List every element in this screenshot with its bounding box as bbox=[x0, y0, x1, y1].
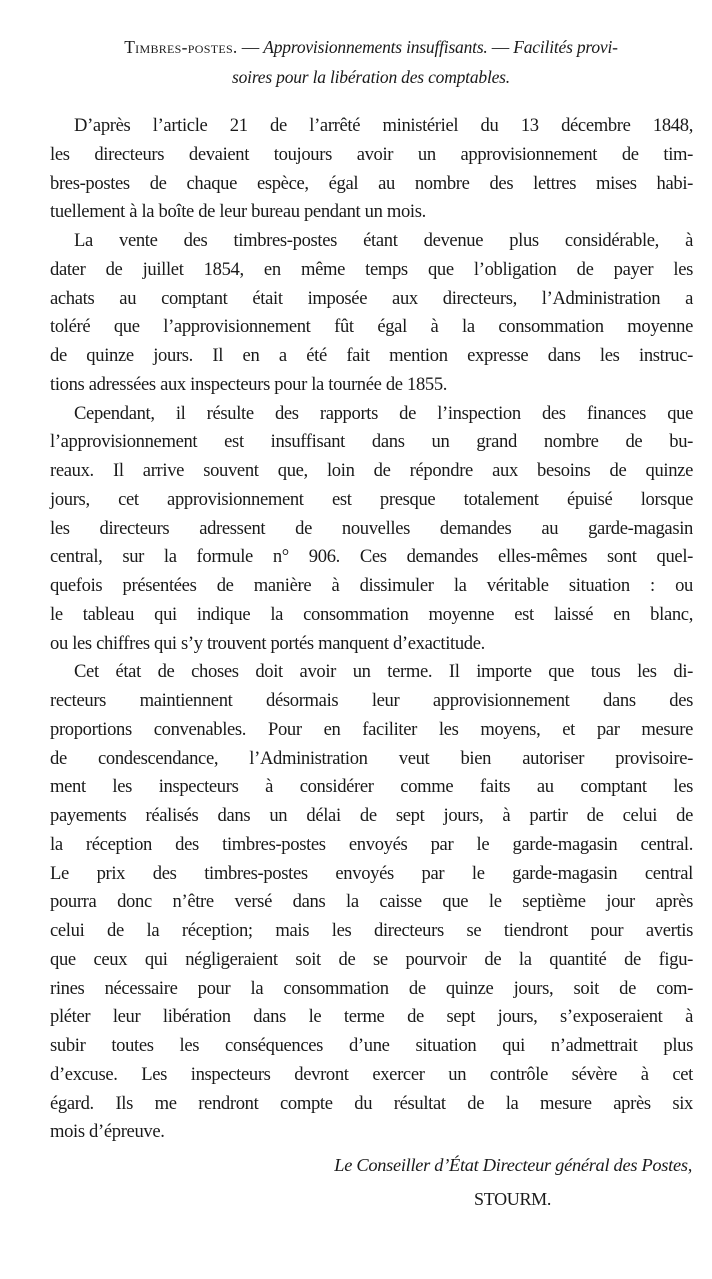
text-line: tuellement à la boîte de leur bureau pendant un mois. bbox=[50, 201, 426, 223]
text-line: pourra donc n’être versé dans la caisse que le septième jour après bbox=[50, 891, 693, 913]
text-line: Le prix des timbres-postes envoyés par le garde-magasin central bbox=[50, 862, 693, 884]
heading-subtopic-continued: soires pour la libération des comptables. bbox=[232, 67, 510, 87]
heading-subtopic: Facilités provi- bbox=[513, 37, 618, 57]
text-line: pléter leur libération dans le terme de sept jours, s’exposeraient à bbox=[50, 1006, 693, 1028]
paragraph bbox=[50, 112, 693, 227]
text-line: que ceux qui négligeraient soit de se pourvoir de la quantité de figu- bbox=[50, 948, 693, 970]
signatory-title: Le Conseiller d’État Directeur général des Postes, bbox=[334, 1155, 692, 1175]
text-line: La vente des timbres-postes étant devenue plus considérable, à bbox=[74, 230, 693, 251]
body-text bbox=[50, 112, 693, 1147]
text-line: le tableau qui indique la consommation moyenne est laissé en blanc, bbox=[50, 603, 693, 625]
text-line: central, sur la formule n° 906. Ces demandes elles-mêmes sont quel- bbox=[50, 546, 693, 568]
heading-dash: — bbox=[237, 37, 264, 57]
heading-topic: Approvisionnements insuffisants. bbox=[263, 37, 488, 57]
text-line: payements réalisés dans un délai de sept jours, à partir de celui de bbox=[50, 805, 693, 826]
text-line: les directeurs devaient toujours avoir un approvisionnement de tim- bbox=[50, 143, 693, 165]
text-line: la réception des timbres-postes envoyés par le garde-magasin central. bbox=[50, 833, 693, 855]
text-line: bres-postes de chaque espèce, égal au nombre des lettres mises habi- bbox=[50, 172, 693, 194]
text-line: Cependant, il résulte des rapports de l’inspection des finances que bbox=[74, 402, 693, 424]
text-line: ou les chiffres qui s’y trouvent portés manquent d’exactitude. bbox=[50, 632, 485, 654]
text-line: Cet état de choses doit avoir un terme. Il importe que tous les di- bbox=[74, 661, 693, 683]
text-line: D’après l’article 21 de l’arrêté ministériel du 13 décembre 1848, bbox=[74, 115, 693, 136]
paragraph bbox=[50, 227, 693, 400]
paragraph bbox=[50, 658, 693, 1147]
text-line: jours, cet approvisionnement est presque totalement épuisé lorsque bbox=[50, 488, 693, 510]
signatory-name: STOURM. bbox=[474, 1189, 552, 1209]
text-line: de condescendance, l’Administration veut bien autoriser provisoire- bbox=[50, 747, 693, 769]
text-line: les directeurs adressent de nouvelles demandes au garde-magasin bbox=[50, 517, 693, 539]
text-line: proportions convenables. Pour en faciliter les moyens, et par mesure bbox=[50, 718, 693, 740]
text-line: dater de juillet 1854, en même temps que l’obligation de payer les bbox=[50, 258, 693, 280]
text-line: de quinze jours. Il en a été fait mention expresse dans les instruc- bbox=[50, 345, 693, 366]
text-line: recteurs maintiennent désormais leur approvisionnement dans des bbox=[50, 690, 693, 711]
text-line: d’excuse. Les inspecteurs devront exercer un contrôle sévère à cet bbox=[50, 1063, 693, 1085]
text-line: reaux. Il arrive souvent que, loin de répondre aux besoins de quinze bbox=[50, 460, 693, 481]
text-line: rines nécessaire pour la consommation de quinze jours, soit de com- bbox=[50, 977, 693, 999]
text-line: achats au comptant était imposée aux directeurs, l’Administration a bbox=[50, 287, 693, 309]
heading-dash: — bbox=[487, 37, 514, 57]
circular-heading bbox=[48, 32, 694, 92]
text-line: subir toutes les conséquences d’une situation qui n’admettrait plus bbox=[50, 1035, 693, 1056]
text-line: égard. Ils me rendront compte du résultat de la mesure après six bbox=[50, 1092, 693, 1114]
text-line: mois d’épreuve. bbox=[50, 1121, 165, 1143]
text-line: ment les inspecteurs à considérer comme faits au comptant les bbox=[50, 776, 693, 798]
text-line: celui de la réception; mais les directeurs se tiendront pour avertis bbox=[50, 920, 693, 941]
paragraph bbox=[50, 400, 693, 659]
text-line: l’approvisionnement est insuffisant dans un grand nombre de bu- bbox=[50, 431, 693, 453]
text-line: tions adressées aux inspecteurs pour la tournée de 1855. bbox=[50, 373, 448, 395]
text-line: quefois présentées de manière à dissimuler la véritable situation : ou bbox=[50, 575, 693, 596]
text-line: toléré que l’approvisionnement fût égal à la consommation moyenne bbox=[50, 316, 693, 338]
section-title: Timbres-postes. bbox=[124, 37, 238, 57]
